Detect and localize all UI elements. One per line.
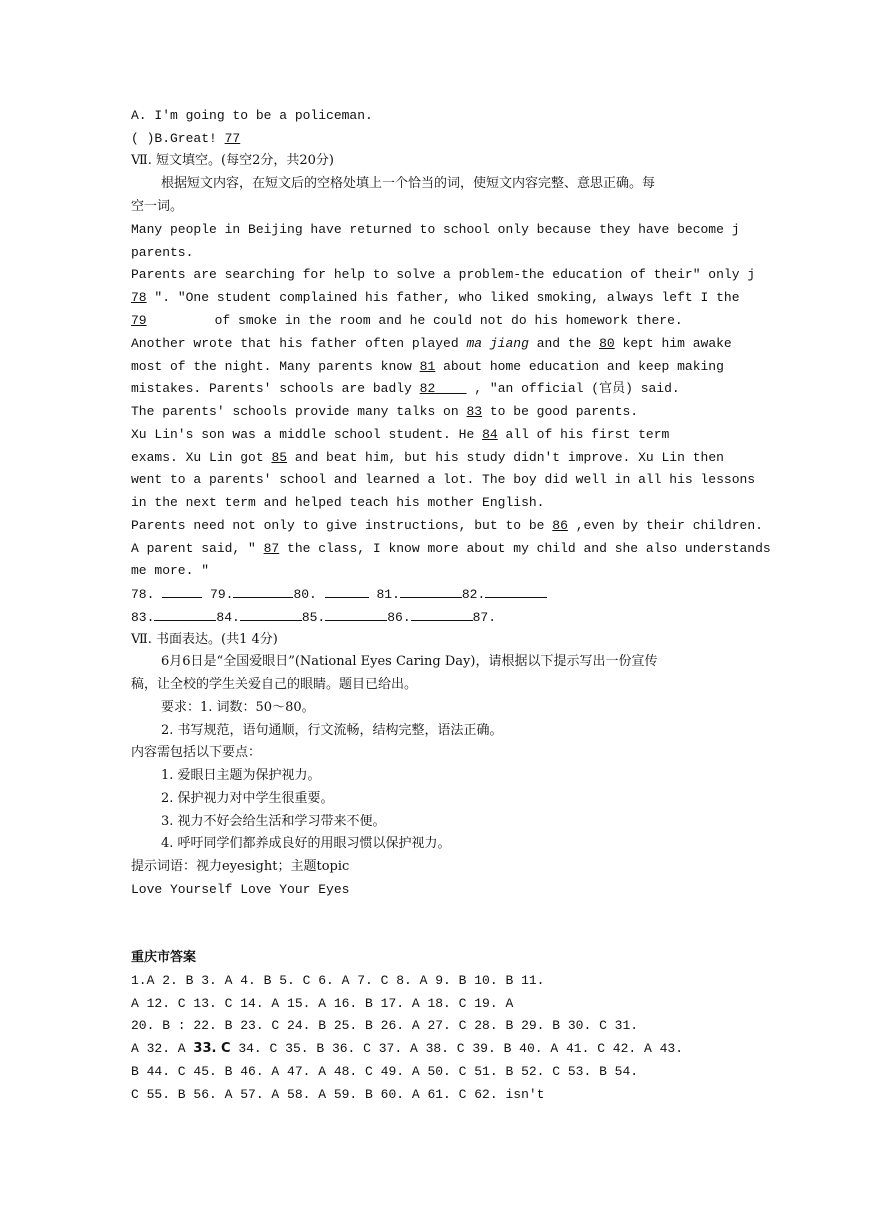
section8-title: Ⅶ. 书面表达。(共1 4分) [131, 632, 278, 647]
answer-blank-79[interactable] [233, 585, 293, 598]
passage-line-9 [131, 403, 741, 421]
answers-line-4-a: A 32. A [131, 1041, 194, 1056]
passage-line-6-b: and the [528, 336, 600, 351]
section8-requirement-1: 要求：1. 词数：50～80。 [161, 700, 315, 715]
blank-85: 85 [271, 450, 288, 465]
answer-label-79: 79. [210, 587, 234, 602]
passage-line-15-a: A parent said, " [131, 541, 264, 556]
passage-line-3: Parents are searching for help to solve a problem-the education of their" only j [131, 267, 756, 282]
answer-blank-81[interactable] [400, 585, 462, 598]
dialog-line-a: A. I'm going to be a policeman. [131, 108, 373, 123]
section8-prompt-2: 稿，让全校的学生关爱自己的眼睛。题目已给出。 [131, 677, 418, 692]
answer-label-82: 82. [461, 587, 486, 602]
passage-line-14-b: ,even by their children. [567, 518, 763, 533]
answer-blanks-row-1 [131, 585, 741, 604]
passage-line-13: in the next term and helped teach his mother English. [131, 495, 545, 510]
section8-prompt-1: 6月6日是“全国爱眼日”(National Eyes Caring Day)，请根据以下提示写出一份宣传 [161, 654, 658, 669]
passage-line-1: Many people in Beijing have returned to school only because they have become j [131, 222, 740, 237]
answer-blank-85[interactable] [325, 608, 387, 621]
answer-label-83: 83. [131, 610, 155, 625]
section8-point-3: 3. 视力不好会给生活和学习带来不便。 [161, 814, 386, 829]
blank-80: 80 [599, 336, 615, 351]
passage-line-15-b: the class, I know more about my child and she also understands [279, 541, 771, 556]
answer-label-81: 81. [376, 587, 400, 602]
passage-line-9-b: to be good parents. [482, 404, 639, 419]
passage-line-5 [131, 312, 741, 330]
blank-86: 86 [552, 518, 568, 533]
passage-line-4 [131, 289, 741, 307]
passage-line-11-b: and beat him, but his study didn't improve. Xu Lin then [287, 450, 724, 465]
blank-83: 83 [466, 404, 483, 419]
passage-line-10 [131, 426, 741, 444]
answers-line-1: 1.A 2. B 3. A 4. B 5. C 6. A 7. C 8. A 9. B 10. B 11. [131, 973, 545, 988]
passage-line-8 [131, 380, 741, 398]
passage-line-12: went to a parents' school and learned a lot. The boy did well in all his lessons [131, 472, 756, 487]
passage-line-6-italic: ma jiang [466, 336, 529, 351]
section8-point-1: 1. 爱眼日主题为保护视力。 [161, 768, 321, 783]
passage-line-10-a: Xu Lin's son was a middle school student. He [131, 427, 483, 442]
blank-78: 78 [131, 290, 147, 305]
passage-line-8-a: mistakes. Parents' schools are badly [131, 381, 420, 396]
answer-label-87: 87. [472, 610, 497, 625]
blank-81: 81 [419, 359, 436, 374]
passage-line-11-a: exams. Xu Lin got [131, 450, 272, 465]
passage-line-6-a: Another wrote that his father often played [131, 336, 467, 351]
answer-blanks-row-2 [131, 608, 741, 627]
answer-label-78: 78. [131, 587, 155, 602]
passage-line-6 [131, 335, 741, 353]
passage-line-7-b: about home education and keep making [435, 359, 724, 374]
answer-label-85: 85. [301, 610, 326, 625]
answers-line-4 [131, 1040, 741, 1058]
answer-33-bold: 33. C [193, 1041, 231, 1056]
passage-line-8-b: , "an official (官员) said. [466, 381, 680, 396]
answer-blank-86[interactable] [411, 608, 473, 621]
answer-blank-80[interactable] [325, 585, 369, 598]
answer-label-84: 84. [216, 610, 240, 625]
passage-line-4-text: ". "One student complained his father, who liked smoking, always left I the [146, 290, 740, 305]
answer-blank-78[interactable] [162, 585, 202, 598]
passage-line-5-text: of smoke in the room and he could not do his homework there. [214, 313, 683, 328]
answer-label-80: 80. [293, 587, 317, 602]
answer-blank-83[interactable] [154, 608, 216, 621]
section7-instruction-2: 空一词。 [131, 199, 184, 214]
section8-point-2: 2. 保护视力对中学生很重要。 [161, 791, 334, 806]
passage-line-14-a: Parents need not only to give instructions, but to be [131, 518, 553, 533]
section8-point-4: 4. 呼吁同学们都养成良好的用眼习惯以保护视力。 [161, 836, 451, 851]
section8-requirement-2: 2. 书写规范，语句通顺，行文流畅，结构完整，语法正确。 [161, 723, 503, 738]
answers-line-4-b: 34. C 35. B 36. C 37. A 38. C 39. B 40. A 41. C 42. A 43. [230, 1041, 684, 1056]
answers-line-6: C 55. B 56. A 57. A 58. A 59. B 60. A 61. C 62. isn't [131, 1087, 545, 1102]
passage-line-7 [131, 358, 741, 376]
answers-line-3: 20. B : 22. B 23. C 24. B 25. B 26. A 27. C 28. B 29. B 30. C 31. [131, 1018, 639, 1033]
answers-title: 重庆市答案 [131, 950, 197, 965]
passage-line-6-c: kept him awake [614, 336, 732, 351]
section7-instruction-1: 根据短文内容，在短文后的空格处填上一个恰当的词，使短文内容完整、意思正确。每 [161, 176, 656, 191]
passage-line-16: me more. " [131, 563, 210, 578]
passage-line-9-a: The parents' schools provide many talks on [131, 404, 467, 419]
passage-line-14 [131, 517, 763, 535]
blank-79: 79 [131, 313, 147, 328]
passage-line-2: parents. [131, 245, 194, 260]
answers-line-2: A 12. C 13. C 14. A 15. A 16. B 17. A 18. C 19. A [131, 996, 514, 1011]
blank-82-number: 82 [419, 381, 436, 396]
passage-line-7-a: most of the night. Many parents know [131, 359, 420, 374]
blank-82 [420, 381, 467, 396]
section7-title: Ⅶ. 短文填空。(每空2分，共20分) [131, 153, 334, 168]
section8-hint: 提示词语：视力eyesight；主题topic [131, 859, 350, 874]
blank-84: 84 [482, 427, 498, 442]
answer-label-86: 86. [387, 610, 411, 625]
dialog-line-b-text: ( )B.Great! [131, 131, 225, 146]
answer-blank-84[interactable] [240, 608, 302, 621]
passage-line-10-b: all of his first term [497, 427, 670, 442]
answer-blank-82[interactable] [485, 585, 547, 598]
essay-title: Love Yourself Love Your Eyes [131, 882, 350, 897]
blank-77: 77 [224, 131, 241, 146]
passage-line-15 [131, 540, 771, 558]
blank-87: 87 [263, 541, 280, 556]
answers-line-5: B 44. C 45. B 46. A 47. A 48. C 49. A 50. C 51. B 52. C 53. B 54. [131, 1064, 639, 1079]
section8-points-title: 内容需包括以下要点： [131, 745, 262, 760]
dialog-line-b [131, 130, 741, 148]
passage-line-11 [131, 449, 741, 467]
